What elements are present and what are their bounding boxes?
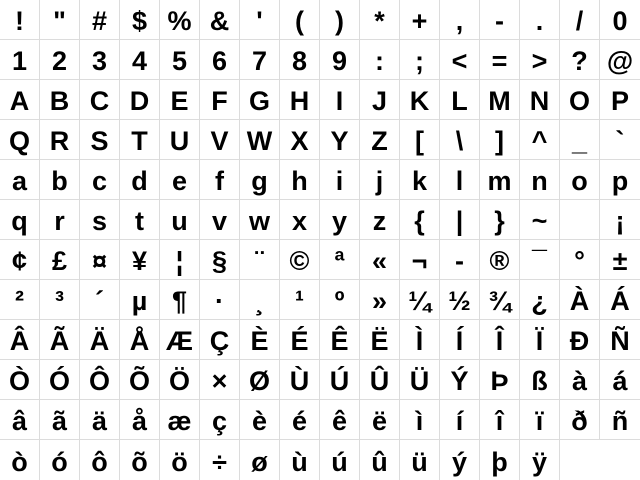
glyph-cell[interactable]: ´ [80, 280, 120, 320]
glyph-cell[interactable]: ü [400, 440, 440, 480]
glyph-cell[interactable]: å [120, 400, 160, 440]
glyph-cell[interactable]: É [280, 320, 320, 360]
glyph-cell[interactable]: Æ [160, 320, 200, 360]
glyph-cell[interactable]: k [400, 160, 440, 200]
glyph-cell[interactable]: \ [440, 120, 480, 160]
glyph-cell[interactable]: Û [360, 360, 400, 400]
glyph-cell[interactable]: Ê [320, 320, 360, 360]
glyph-cell[interactable]: W [240, 120, 280, 160]
glyph-cell[interactable]: y [320, 200, 360, 240]
glyph-cell[interactable]: < [440, 40, 480, 80]
glyph-cell[interactable]: § [200, 240, 240, 280]
glyph-cell[interactable]: ö [160, 440, 200, 480]
glyph-cell[interactable]: Õ [120, 360, 160, 400]
glyph-cell[interactable]: ¦ [160, 240, 200, 280]
glyph-cell[interactable]: © [280, 240, 320, 280]
glyph-cell[interactable]: Z [360, 120, 400, 160]
glyph-cell[interactable]: ÷ [200, 440, 240, 480]
glyph-cell[interactable]: ³ [40, 280, 80, 320]
glyph-cell[interactable]: p [600, 160, 640, 200]
glyph-cell[interactable]: ÿ [520, 440, 560, 480]
glyph-cell[interactable]: ¶ [160, 280, 200, 320]
glyph-cell[interactable]: À [560, 280, 600, 320]
glyph-cell[interactable]: 4 [120, 40, 160, 80]
glyph-cell[interactable]: { [400, 200, 440, 240]
glyph-cell[interactable]: ª [320, 240, 360, 280]
glyph-cell[interactable]: £ [40, 240, 80, 280]
glyph-cell[interactable]: Q [0, 120, 40, 160]
glyph-cell[interactable]: ó [40, 440, 80, 480]
glyph-cell[interactable]: ¯ [520, 240, 560, 280]
glyph-cell[interactable]: v [200, 200, 240, 240]
glyph-cell[interactable]: w [240, 200, 280, 240]
glyph-cell[interactable]: > [520, 40, 560, 80]
glyph-cell[interactable]: o [560, 160, 600, 200]
glyph-cell[interactable]: K [400, 80, 440, 120]
glyph-cell[interactable]: è [240, 400, 280, 440]
glyph-cell[interactable]: r [40, 200, 80, 240]
glyph-cell[interactable]: | [440, 200, 480, 240]
glyph-cell[interactable]: i [320, 160, 360, 200]
glyph-cell[interactable]: Ð [560, 320, 600, 360]
glyph-cell[interactable]: ì [400, 400, 440, 440]
glyph-cell[interactable]: J [360, 80, 400, 120]
glyph-cell[interactable]: m [480, 160, 520, 200]
glyph-cell[interactable]: } [480, 200, 520, 240]
glyph-cell[interactable]: - [480, 0, 520, 40]
glyph-cell[interactable]: Í [440, 320, 480, 360]
glyph-cell[interactable]: Ì [400, 320, 440, 360]
glyph-cell[interactable]: ð [560, 400, 600, 440]
glyph-cell[interactable]: Ö [160, 360, 200, 400]
glyph-cell[interactable]: ~ [520, 200, 560, 240]
glyph-cell[interactable]: Ü [400, 360, 440, 400]
glyph-cell[interactable]: ï [520, 400, 560, 440]
glyph-cell[interactable]: Ï [520, 320, 560, 360]
glyph-cell[interactable]: Ò [0, 360, 40, 400]
glyph-cell[interactable]: g [240, 160, 280, 200]
glyph-cell[interactable]: ¢ [0, 240, 40, 280]
glyph-cell[interactable]: ^ [520, 120, 560, 160]
glyph-cell[interactable]: æ [160, 400, 200, 440]
glyph-cell[interactable]: º [320, 280, 360, 320]
glyph-cell[interactable]: U [160, 120, 200, 160]
glyph-cell[interactable]: # [80, 0, 120, 40]
glyph-cell[interactable]: ¹ [280, 280, 320, 320]
glyph-cell[interactable]: P [600, 80, 640, 120]
glyph-cell[interactable]: ¼ [400, 280, 440, 320]
glyph-cell[interactable]: 1 [0, 40, 40, 80]
glyph-cell[interactable]: 5 [160, 40, 200, 80]
glyph-cell[interactable]: ú [320, 440, 360, 480]
glyph-cell[interactable]: â [0, 400, 40, 440]
glyph-cell[interactable]: a [0, 160, 40, 200]
glyph-cell[interactable]: ( [280, 0, 320, 40]
glyph-cell[interactable]: · [200, 280, 240, 320]
glyph-cell[interactable]: I [320, 80, 360, 120]
glyph-cell[interactable]: / [560, 0, 600, 40]
glyph-cell[interactable]: ½ [440, 280, 480, 320]
glyph-cell[interactable]: Ú [320, 360, 360, 400]
empty-cell [600, 440, 640, 480]
glyph-cell[interactable]: 6 [200, 40, 240, 80]
glyph-cell[interactable]: Ô [80, 360, 120, 400]
glyph-cell[interactable]: « [360, 240, 400, 280]
glyph-cell[interactable]: Å [120, 320, 160, 360]
glyph-cell[interactable]: ò [0, 440, 40, 480]
glyph-cell[interactable]: ° [560, 240, 600, 280]
glyph-cell[interactable]: T [120, 120, 160, 160]
empty-cell [560, 440, 600, 480]
glyph-cell[interactable]: ã [40, 400, 80, 440]
glyph-cell[interactable]: , [440, 0, 480, 40]
glyph-cell[interactable]: ç [200, 400, 240, 440]
glyph-cell[interactable]: n [520, 160, 560, 200]
glyph-cell[interactable]: V [200, 120, 240, 160]
glyph-cell[interactable]: @ [600, 40, 640, 80]
glyph-cell[interactable]: ¬ [400, 240, 440, 280]
glyph-cell[interactable]: = [480, 40, 520, 80]
glyph-cell[interactable]: ù [280, 440, 320, 480]
glyph-cell[interactable]: D [120, 80, 160, 120]
glyph-cell[interactable]: ] [480, 120, 520, 160]
glyph-cell[interactable]: 2 [40, 40, 80, 80]
glyph-cell[interactable]: H [280, 80, 320, 120]
glyph-cell[interactable]: R [40, 120, 80, 160]
glyph-cell[interactable]: h [280, 160, 320, 200]
glyph-cell[interactable]: ¥ [120, 240, 160, 280]
glyph-cell[interactable]: ë [360, 400, 400, 440]
glyph-cell[interactable]: u [160, 200, 200, 240]
glyph-cell[interactable]: F [200, 80, 240, 120]
glyph-cell[interactable]: Y [320, 120, 360, 160]
glyph-cell[interactable]: ² [0, 280, 40, 320]
glyph-cell[interactable]: G [240, 80, 280, 120]
glyph-cell[interactable]: % [160, 0, 200, 40]
glyph-cell[interactable]: q [0, 200, 40, 240]
glyph-cell[interactable]: z [360, 200, 400, 240]
glyph-cell[interactable]: 0 [600, 0, 640, 40]
glyph-cell[interactable]: ê [320, 400, 360, 440]
glyph-cell[interactable]: é [280, 400, 320, 440]
glyph-cell[interactable]: Ó [40, 360, 80, 400]
glyph-cell[interactable]: ä [80, 400, 120, 440]
glyph-cell[interactable]: » [360, 280, 400, 320]
glyph-cell[interactable]: ' [240, 0, 280, 40]
glyph-cell[interactable]: 7 [240, 40, 280, 80]
glyph-cell[interactable]: X [280, 120, 320, 160]
glyph-cell[interactable]: û [360, 440, 400, 480]
glyph-cell[interactable]: Ý [440, 360, 480, 400]
glyph-cell[interactable]: S [80, 120, 120, 160]
glyph-cell[interactable]: * [360, 0, 400, 40]
glyph-cell[interactable]: " [40, 0, 80, 40]
glyph-cell[interactable]: ! [0, 0, 40, 40]
glyph-cell[interactable]: µ [120, 280, 160, 320]
glyph-cell[interactable]: 9 [320, 40, 360, 80]
glyph-cell[interactable]: î [480, 400, 520, 440]
glyph-cell[interactable]: + [400, 0, 440, 40]
glyph-cell[interactable]: Ñ [600, 320, 640, 360]
glyph-cell[interactable]: L [440, 80, 480, 120]
glyph-cell[interactable]: x [280, 200, 320, 240]
glyph-cell[interactable]: Î [480, 320, 520, 360]
glyph-cell[interactable]: t [120, 200, 160, 240]
glyph-cell[interactable]: c [80, 160, 120, 200]
glyph-cell[interactable]: ` [600, 120, 640, 160]
glyph-cell[interactable]: Ä [80, 320, 120, 360]
glyph-cell[interactable]: ß [520, 360, 560, 400]
glyph-cell[interactable]: þ [480, 440, 520, 480]
glyph-cell[interactable]: s [80, 200, 120, 240]
glyph-cell[interactable]: . [520, 0, 560, 40]
glyph-cell[interactable]: ) [320, 0, 360, 40]
glyph-cell[interactable]: B [40, 80, 80, 120]
glyph-cell[interactable]: Ë [360, 320, 400, 360]
glyph-cell[interactable]: d [120, 160, 160, 200]
glyph-cell[interactable]: È [240, 320, 280, 360]
glyph-cell[interactable]: ¿ [520, 280, 560, 320]
glyph-cell[interactable]: & [200, 0, 240, 40]
glyph-cell[interactable]: : [360, 40, 400, 80]
glyph-cell[interactable]: ± [600, 240, 640, 280]
glyph-cell[interactable]: ô [80, 440, 120, 480]
glyph-cell[interactable]: ® [480, 240, 520, 280]
glyph-cell[interactable]: ? [560, 40, 600, 80]
glyph-cell[interactable]: Á [600, 280, 640, 320]
glyph-cell[interactable]: õ [120, 440, 160, 480]
glyph-cell[interactable]: Ø [240, 360, 280, 400]
glyph-cell[interactable]: [ [400, 120, 440, 160]
glyph-cell[interactable]: ¾ [480, 280, 520, 320]
glyph-cell[interactable]: O [560, 80, 600, 120]
glyph-cell[interactable]: Â [0, 320, 40, 360]
glyph-cell[interactable]: E [160, 80, 200, 120]
glyph-cell[interactable]: Ã [40, 320, 80, 360]
glyph-cell[interactable]: - [440, 240, 480, 280]
glyph-cell[interactable]: ¡ [600, 200, 640, 240]
glyph-cell[interactable]: f [200, 160, 240, 200]
glyph-cell[interactable]: e [160, 160, 200, 200]
glyph-cell[interactable]: ¨ [240, 240, 280, 280]
glyph-cell[interactable]: 3 [80, 40, 120, 80]
glyph-cell[interactable]: ø [240, 440, 280, 480]
glyph-cell[interactable]: N [520, 80, 560, 120]
glyph-cell[interactable]: A [0, 80, 40, 120]
glyph-cell[interactable]: ; [400, 40, 440, 80]
glyph-cell[interactable]: j [360, 160, 400, 200]
glyph-cell[interactable]: Þ [480, 360, 520, 400]
glyph-cell[interactable]: ñ [600, 400, 640, 440]
glyph-cell[interactable]: Ç [200, 320, 240, 360]
glyph-cell[interactable]: M [480, 80, 520, 120]
glyph-cell[interactable]: $ [120, 0, 160, 40]
glyph-cell[interactable]: ¸ [240, 280, 280, 320]
glyph-cell[interactable]: C [80, 80, 120, 120]
glyph-cell[interactable]: _ [560, 120, 600, 160]
glyph-cell[interactable]: í [440, 400, 480, 440]
glyph-cell[interactable]: à [560, 360, 600, 400]
glyph-cell[interactable]: ý [440, 440, 480, 480]
glyph-cell[interactable]: ¤ [80, 240, 120, 280]
glyph-cell[interactable]: l [440, 160, 480, 200]
glyph-cell[interactable]: Ù [280, 360, 320, 400]
glyph-cell[interactable]: × [200, 360, 240, 400]
glyph-cell[interactable]: 8 [280, 40, 320, 80]
glyph-cell[interactable]: b [40, 160, 80, 200]
glyph-cell[interactable]: á [600, 360, 640, 400]
blank-glyph-cell[interactable] [560, 200, 600, 240]
